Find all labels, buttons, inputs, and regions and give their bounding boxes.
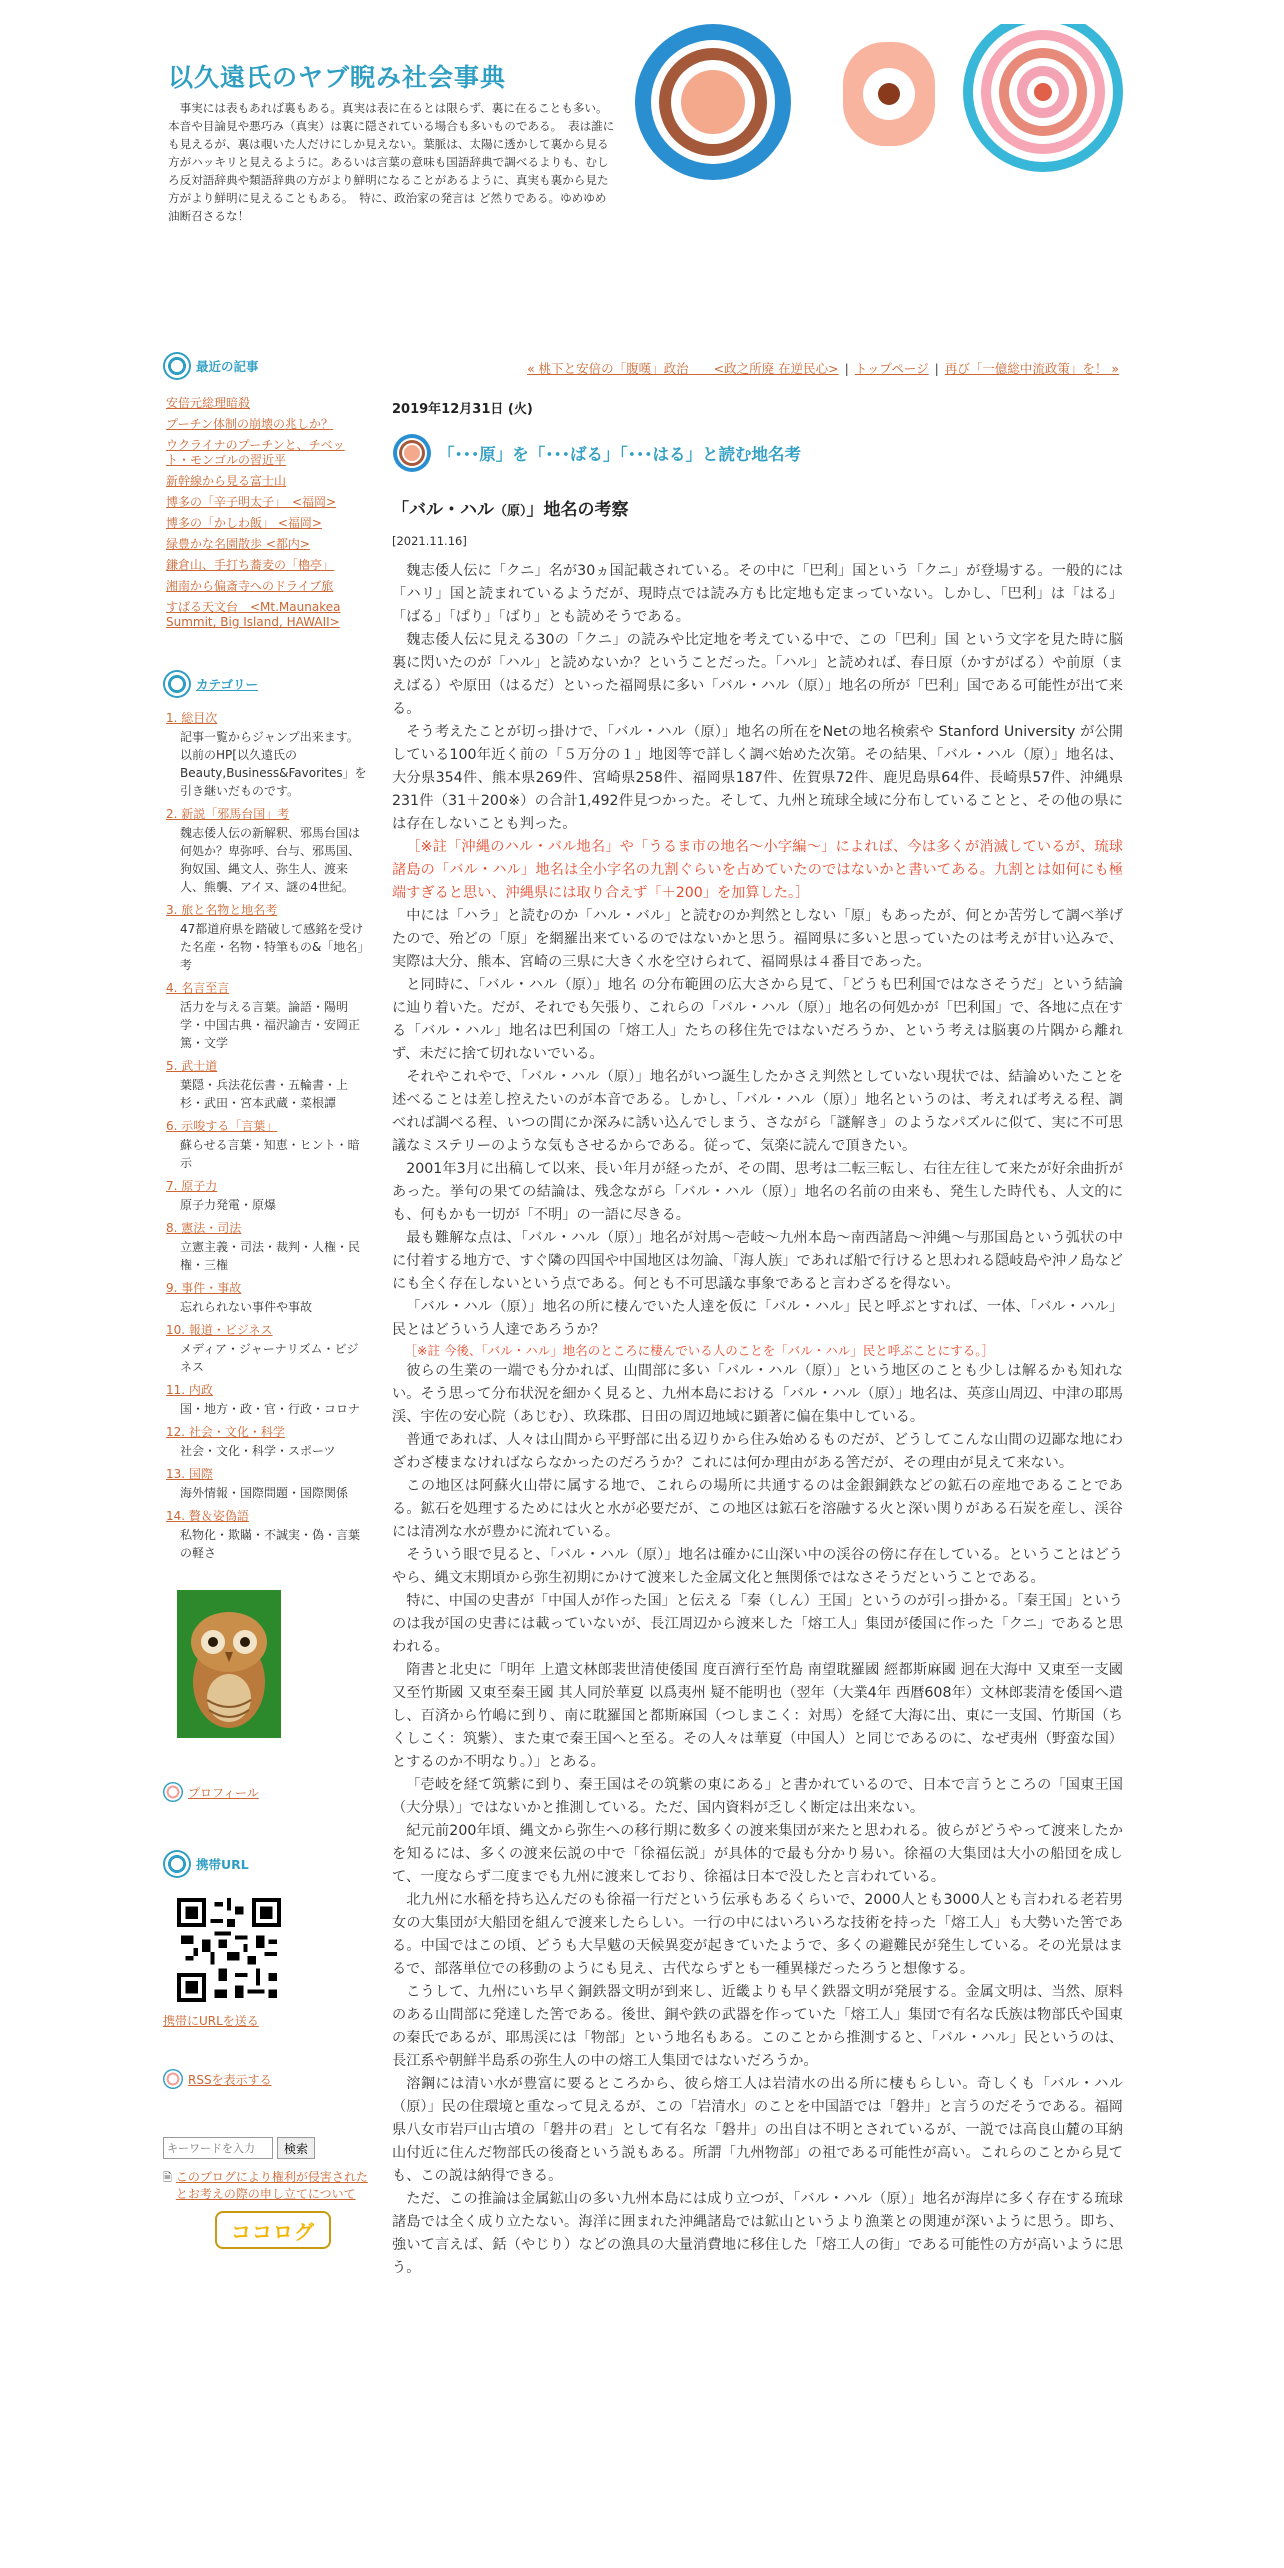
circle-bullet-icon	[163, 670, 191, 698]
post-subtitle	[392, 495, 1123, 520]
category-link[interactable]: 13. 国際	[166, 1467, 213, 1481]
prev-post-link[interactable]: « 桃下と安倍の「腹嘆」政治 <政之所廃 在逆民心>	[527, 361, 839, 376]
category-description: 国・地方・政・官・行政・コロナ	[180, 1402, 361, 1416]
body-paragraph: 普通であれば、人々は山間から平野部に出る辺りから住み始めるものだが、どうしてこんな山間の辺鄙な地にわざわざ棲まなければならなかったのだろうか？これには何か理由がある筈だが、その理由が見えて来ない。	[392, 1432, 1123, 1471]
category-link[interactable]: 3. 旅と名物と地名考	[166, 903, 278, 917]
mobile-url-title: 携帯URL	[196, 1857, 249, 1872]
body-paragraph: 溶鋼には清い水が豊富に要るところから、彼ら熔工人は岩清水の出る所に棲もらしい。奇しくも「バル・ハル（原）」民の住環境と重なって見えるが、この「岩清水」のことを中国語では「磐井」と言うのだそうである。福岡県八女市岩戸山古墳の「磐井の君」として有名な「磐井」の出自は不明とされているが、一説では高良山麓の耳納山付近に住んだ物部氏の後裔という説もある。所謂「九州物部」の祖である可能性が高い。これらのことから見ても、この説は納得できる。	[392, 2076, 1123, 2184]
category-link[interactable]: 4. 名言至言	[166, 981, 230, 995]
profile-heading	[163, 1782, 368, 1802]
main-content	[392, 398, 1123, 2280]
sidebar	[163, 352, 368, 2249]
owl-figure-icon	[177, 1590, 281, 1738]
post-title-row	[392, 433, 1123, 473]
footnote-okinawa: ［※註「沖縄のハル・バル地名」や「うるま市の地名～小字編～」によれば、今は多くが消滅しているが、琉球諸島の「バル・ハル」地名は全小字名の九割ぐらいを占めていたのではないかと書いてある。九割とは如何にも極端すぎると思い、沖縄県には取り合えず「＋200」を加算した。］	[392, 839, 1123, 901]
body-paragraph: 魏志倭人伝に見える30の「クニ」の読みや比定地を考えている中で、この「巴利」国 という文字を見た時に脳裏に閃いたのが「ハル」と読めないか？ということだった。「ハル」と読めれば、春日原（かすがばる）や前原（まえばる）や原田（はるだ）といった福岡県に多い「バル・ハル（原）」地名の所が「巴利」国である可能性が出て来る。	[392, 632, 1123, 717]
post-body	[392, 560, 1123, 2280]
search-input[interactable]	[163, 2137, 273, 2159]
nav-separator: |	[844, 361, 849, 376]
category-link[interactable]: 12. 社会・文化・科学	[166, 1425, 285, 1439]
category-description: 忘れられない事件や事故	[180, 1300, 313, 1314]
recent-posts-heading	[163, 352, 368, 380]
category-description: 原子力発電・原爆	[180, 1198, 277, 1212]
recent-post-link[interactable]: 緑豊かな名園散歩 <都内>	[166, 537, 310, 551]
category-link[interactable]: 6. 示唆する「言葉」	[166, 1119, 278, 1133]
header-decoration-art	[633, 24, 1123, 184]
post-revision-date: [2021.11.16]	[392, 534, 467, 548]
category-description: 海外情報・国際問題・国際関係	[180, 1486, 349, 1500]
body-paragraph: 2001年3月に出稿して以来、長い年月が経ったが、その間、思考は二転三転し、右往左往して来たが好余曲折があった。挙句の果ての結論は、残念ながら「バル・ハル（原）」地名の名前の由来も、発生した時代も、人文的にも、何もかも一切が「不明」の一語に尽きる。	[392, 1161, 1123, 1223]
recent-post-link[interactable]: 博多の「辛子明太子」 <福岡>	[166, 495, 337, 509]
cocolog-badge[interactable]: ココログ	[215, 2211, 331, 2249]
circle-bullet-icon	[163, 352, 191, 380]
body-paragraph: 中には「ハラ」と読むのか「ハル・バル」と読むのか判然としない「原」もあったが、何とか苦労して調べ挙げたので、殆どの「原」を網羅出来ているのではないかと思う。福岡県に多いと思っていたのは考えが甘い込みで、実際は大分、熊本、宮崎の三県に大きく水を空けられて、福岡県は４番目であった。	[392, 908, 1123, 970]
post-date: 2019年12月31日 (火)	[392, 402, 533, 417]
body-paragraph: そう考えたことが切っ掛けで、「バル・ハル（原）」地名の所在をNetの地名検索や Stanford University が公開している100年近く前の「５万分の１」地図等で詳しく調べ始めた次第。その結果、「バル・ハル（原）」地名は、大分県354件、熊本県269件、宮崎県258件、福岡県187件、佐賀県72件、鹿児島県64件、長崎県57件、沖縄県231件（31＋200※）の合計1,492件見つかった。そして、九州と琉球全域に分布していることと、その他の県には存在しないことも判った。	[392, 724, 1123, 832]
footnote-balhal-people: ［※註 今後、「バル・ハル」地名のところに棲んでいる人のことを「バル・ハル」民と呼ぶことにする。］	[404, 1343, 994, 1358]
category-description: 私物化・欺瞞・不誠実・偽・言葉の軽さ	[180, 1528, 361, 1560]
recent-posts-title: 最近の記事	[196, 359, 259, 374]
rights-report-link[interactable]: このブログにより権利が侵害されたとお考えの際の申し立てについて	[175, 2170, 368, 2201]
search-form	[163, 2137, 368, 2159]
categories-heading	[163, 670, 368, 698]
body-paragraph: こうして、九州にいち早く銅鉄器文明が到来し、近畿よりも早く鉄器文明が発展する。金属文明は、当然、原料のある山間部に発達した筈である。後世、銅や鉄の武器を作っていた「熔工人」集団で有名な氏族は物部氏や国東の秦氏であるが、耶馬渓には「物部」という地名もある。このことから推測すると、「バル・ハル」民というのは、長江系や朝鮮半島系の弥生人の中の熔工人集団ではないだろうか。	[392, 1984, 1123, 2069]
post-subtitle-main: 「バル・ハル	[392, 500, 494, 520]
body-paragraph: 「バル・ハル（原）」地名の所に棲んでいた人達を仮に「バル・ハル」民と呼ぶとすれば、一体、「バル・ハル」民とはどういう人達であろうか？	[392, 1299, 1123, 1338]
rss-link[interactable]: RSSを表示する	[188, 2072, 272, 2087]
post-subtitle-small: （原）	[494, 504, 527, 519]
blog-title[interactable]: 以久遠氏のヤブ睨み社会事典	[168, 63, 507, 92]
body-paragraph: 特に、中国の史書が「中国人が作った国」と伝える「秦（しん）王国」というのが引っ掛かる。「秦王国」というのは我が国の史書には載っていないが、長江周辺から渡来した「熔工人」集団が倭国に作った「クニ」であると思われる。	[392, 1593, 1123, 1655]
document-icon: 🗎	[163, 2171, 172, 2184]
category-description: 活力を与える言葉。論語・陽明学・中国古典・福沢諭吉・安岡正篤・文学	[180, 1000, 361, 1050]
recent-post-link[interactable]: 鎌倉山、手打ち蕎麦の「櫓亭」	[166, 558, 335, 572]
profile-link[interactable]: プロフィール	[188, 1785, 259, 1800]
category-description: 社会・文化・科学・スポーツ	[180, 1444, 336, 1458]
category-link[interactable]: 8. 憲法・司法	[166, 1221, 242, 1235]
category-description: 47都道府県を踏破して感銘を受けた名産・名物・特筆もの&「地名」考	[180, 922, 364, 972]
post-title[interactable]: 「･･･原」を「･･･ばる」「･･･はる」と読む地名考	[438, 445, 801, 464]
category-link[interactable]: 1. 総目次	[166, 711, 218, 725]
categories-list	[166, 710, 368, 1562]
body-paragraph: 「壱岐を経て筑紫に到り、秦王国はその筑紫の東にある」と書かれているので、日本で言うところの「国東王国（大分県）」ではないかと推測している。ただ、国内資料が乏しく断定は出来ない。	[392, 1777, 1123, 1816]
rss-heading	[163, 2069, 368, 2089]
recent-post-link[interactable]: すばる天文台 <Mt.Maunakea Summit, Big Island, HAWAII>	[166, 600, 341, 629]
category-link[interactable]: 7. 原子力	[166, 1179, 218, 1193]
blog-description: 事実には表もあれば裏もある。真実は表に在るとは限らず、裏に在ることも多い。本音や目論見や悪巧み（真実）は裏に隠されている場合も多いものである。 表は誰にも見えるが、裏は覗いた人だけにしか見えない。葉脈は、太陽に透かして裏から見る方がハッキリと見えるように。あるいは言葉の意味も国語辞典で調べるよりも、むしろ反対語辞典や類語辞典の方がより鮮明になることがあるように、真実も裏から見た方がより鮮明に見えることもある。 特に、政治家の発言は ど然りである。ゆめゆめ油断召さるな！	[168, 101, 615, 223]
category-link[interactable]: 10. 報道・ビジネス	[166, 1323, 273, 1337]
category-description: メディア・ジャーナリズム・ビジネス	[180, 1342, 359, 1374]
recent-posts-list	[166, 396, 368, 630]
search-button[interactable]: 検索	[277, 2137, 315, 2159]
category-link[interactable]: 9. 事件・事故	[166, 1281, 242, 1295]
category-link[interactable]: 5. 武士道	[166, 1059, 218, 1073]
category-link[interactable]: 2. 新説「邪馬台国」考	[166, 807, 290, 821]
rights-report	[163, 2169, 368, 2203]
recent-post-link[interactable]: プーチン体制の崩壊の兆しか？	[166, 417, 334, 431]
recent-post-link[interactable]: ウクライナのプーチンと、チベット・モンゴルの習近平	[166, 438, 345, 467]
circle-bullet-icon	[163, 1782, 183, 1802]
body-paragraph: 彼らの生業の一端でも分かれば、山間部に多い「バル・ハル（原）」という地区のことも少しは解るかも知れない。そう思って分布状況を細かく見ると、九州本島における「バル・ハル（原）」地名は、英彦山周辺、中津の耶馬渓、宇佐の安心院（あじむ）、玖珠郡、日田の周辺地域に顕著に偏在集中している。	[392, 1363, 1123, 1425]
body-paragraph: と同時に、「バル・ハル（原）」地名 の分布範囲の広大さから見て、「どうも巴利国ではなさそうだ」という結論に辿り着いた。だが、それでも矢張り、これらの「バル・ハル（原）」地名の何処かが「巴利国」で、各地に点在する「バル・ハル」地名は巴利国の「熔工人」たちの移住先ではないだろうか、という考えは脳裏の片隅から離れず、未だに捨て切れないでいる。	[392, 977, 1123, 1062]
body-paragraph: 隋書と北史に「明年 上遣文林郎裴世清使倭国 度百濟行至竹島 南望耽羅國 經都斯麻國 迥在大海中 又東至一支國 又至竹斯國 又東至秦王國 其人同於華夏 以爲夷州 疑不能明也（翌年（大業4年 西暦608年）文林郎裴清を倭国へ遣し、百済から竹嶋に到り、南に耽羅国と都斯麻国（つしまこく：対馬）を経て大海に出、東に一支国、竹斯国（ちくしこく：筑紫）、また東で秦王国へと至る。その人々は華夏（中国人）と同じであるのに、なぜ夷州（野蛮な国）とするのか不明なり。）」とある。	[392, 1662, 1123, 1770]
next-post-link[interactable]: 再び「一億総中流政策」を！ »	[944, 361, 1119, 376]
top-page-link[interactable]: トップページ	[854, 361, 929, 376]
post-subtitle-end: 」地名の考察	[526, 500, 629, 520]
category-link[interactable]: 14. 贅＆姿偽語	[166, 1509, 249, 1523]
profile-owl-image[interactable]	[177, 1590, 281, 1738]
body-paragraph: それやこれやで、「バル・ハル（原）」地名がいつ誕生したかさえ判然としていない現状では、結論めいたことを述べることは差し控えたいのが本音である。しかし、「バル・ハル（原）」地名というのは、考えれば考える程、調べれば調べる程、いつの間にか深みに誘い込んでしまう、さながら「謎解き」のようなパズルに似て、実に不可思議なミステリーのような気もさせるからである。従って、気楽に読んで頂きたい。	[392, 1069, 1123, 1154]
circle-bullet-icon	[163, 2069, 183, 2089]
recent-post-link[interactable]: 安倍元総理暗殺	[166, 396, 251, 410]
body-paragraph: 魏志倭人伝に「クニ」名が30ヵ国記載されている。その中に「巴利」国という「クニ」が登場する。一般的には「ハリ」国と読まれているようだが、現時点では読み方も比定地も定まっていない。しかし、「巴利」は「はる」「ばる」「ぱり」「ばり」とも読めそうである。	[392, 563, 1123, 625]
qr-code-icon	[177, 1898, 281, 2002]
categories-title[interactable]: カテゴリー	[196, 677, 259, 692]
category-description: 記事一覧からジャンプ出来ます。以前のHP[以久遠氏のBeauty,Business&Favorites」を引き継いだものです。	[180, 730, 367, 798]
category-link[interactable]: 11. 内政	[166, 1383, 213, 1397]
body-paragraph: ただ、この推論は金属鉱山の多い九州本島には成り立つが、「バル・ハル（原）」地名が海岸に多く存在する琉球諸島では全く成り立たない。海洋に囲まれた沖縄諸島では鉱山というより漁業との関連が深いように思う。即ち、強いて言えば、銛（やじり）などの漁具の大量消費地に移住した「熔工人の街」である可能性の方が高いように思う。	[392, 2191, 1123, 2276]
body-paragraph: 紀元前200年頃、縄文から弥生への移行期に数多くの渡来集団が来たと思われる。彼らがどうやって渡来したかを知るには、多くの渡来伝説の中で「徐福伝説」が具体的で最も分かり易い。徐福の大集団は大小の船団を成して、一度ならず二度までも九州に渡来しており、徐福は日本で没したと言われている。	[392, 1823, 1123, 1885]
blog-header	[163, 0, 1131, 340]
body-paragraph: そういう眼で見ると、「バル・ハル（原）」地名は確かに山深い中の渓谷の傍に存在している。ということはどうやら、縄文末期頃から弥生初期にかけて渡来した金属文化と無関係ではなさそうだということである。	[392, 1547, 1123, 1586]
post-navigation	[517, 359, 1119, 377]
send-url-to-mobile-link[interactable]: 携帯にURLを送る	[163, 2014, 259, 2028]
category-description: 魏志倭人伝の新解釈、邪馬台国は何処か？卑弥呼、台与、邪馬国、狗奴国、縄文人、弥生人、渡来人、熊襲、アイヌ、謎の4世紀。	[180, 826, 361, 894]
recent-post-link[interactable]: 新幹線から見る富士山	[166, 474, 287, 488]
category-description: 葉隠・兵法花伝書・五輪書・上杉・武田・宮本武蔵・菜根譚	[180, 1078, 349, 1110]
category-description: 立憲主義・司法・裁判・人権・民権・三権	[180, 1240, 361, 1272]
circle-bullet-icon	[163, 1850, 191, 1878]
recent-post-link[interactable]: 博多の「かしわ飯」 <福岡>	[166, 516, 322, 530]
recent-post-link[interactable]: 湘南から偏斎寺へのドライブ旅	[166, 579, 334, 593]
post-title-icon	[392, 433, 432, 473]
mobile-url-heading	[163, 1850, 368, 1878]
body-paragraph: 北九州に水稲を持ち込んだのも徐福一行だという伝承もあるくらいで、2000人とも3000人とも言われる老若男女の大集団が大船団を組んで渡来したらしい。一行の中にはいろいろな技術を持った「熔工人」も大勢いた筈である。中国ではこの頃、どうも大旱魃の天候異変が起きていたようで、多くの避難民が発生している。その光景はまるで、部落単位での移動のようにも見え、古代ならずとも一種異様だったろうと想像する。	[392, 1892, 1123, 1977]
body-paragraph: 最も難解な点は、「バル・ハル（原）」地名が対馬～壱岐～九州本島～南西諸島～沖縄～与那国島という弧状の中に付着する地方で、すぐ隣の四国や中国地区は勿論、「海人族」であれば船で行けると思われる隠岐島や沖ノ島などにも全く存在しないという点である。何とも不可思議な事象であると言わざるを得ない。	[392, 1230, 1123, 1292]
nav-separator: |	[934, 361, 939, 376]
body-paragraph: この地区は阿蘇火山帯に属する地で、これらの場所に共通するのは金銀銅鉄などの鉱石の産地であることである。鉱石を処理するためには火と水が必要だが、この地区は鉱石を溶融する火と深い関りがある石炭を産し、渓谷には清冽な水が豊かに流れている。	[392, 1478, 1123, 1540]
category-description: 蘇らせる言葉・知恵・ヒント・暗示	[180, 1138, 360, 1170]
